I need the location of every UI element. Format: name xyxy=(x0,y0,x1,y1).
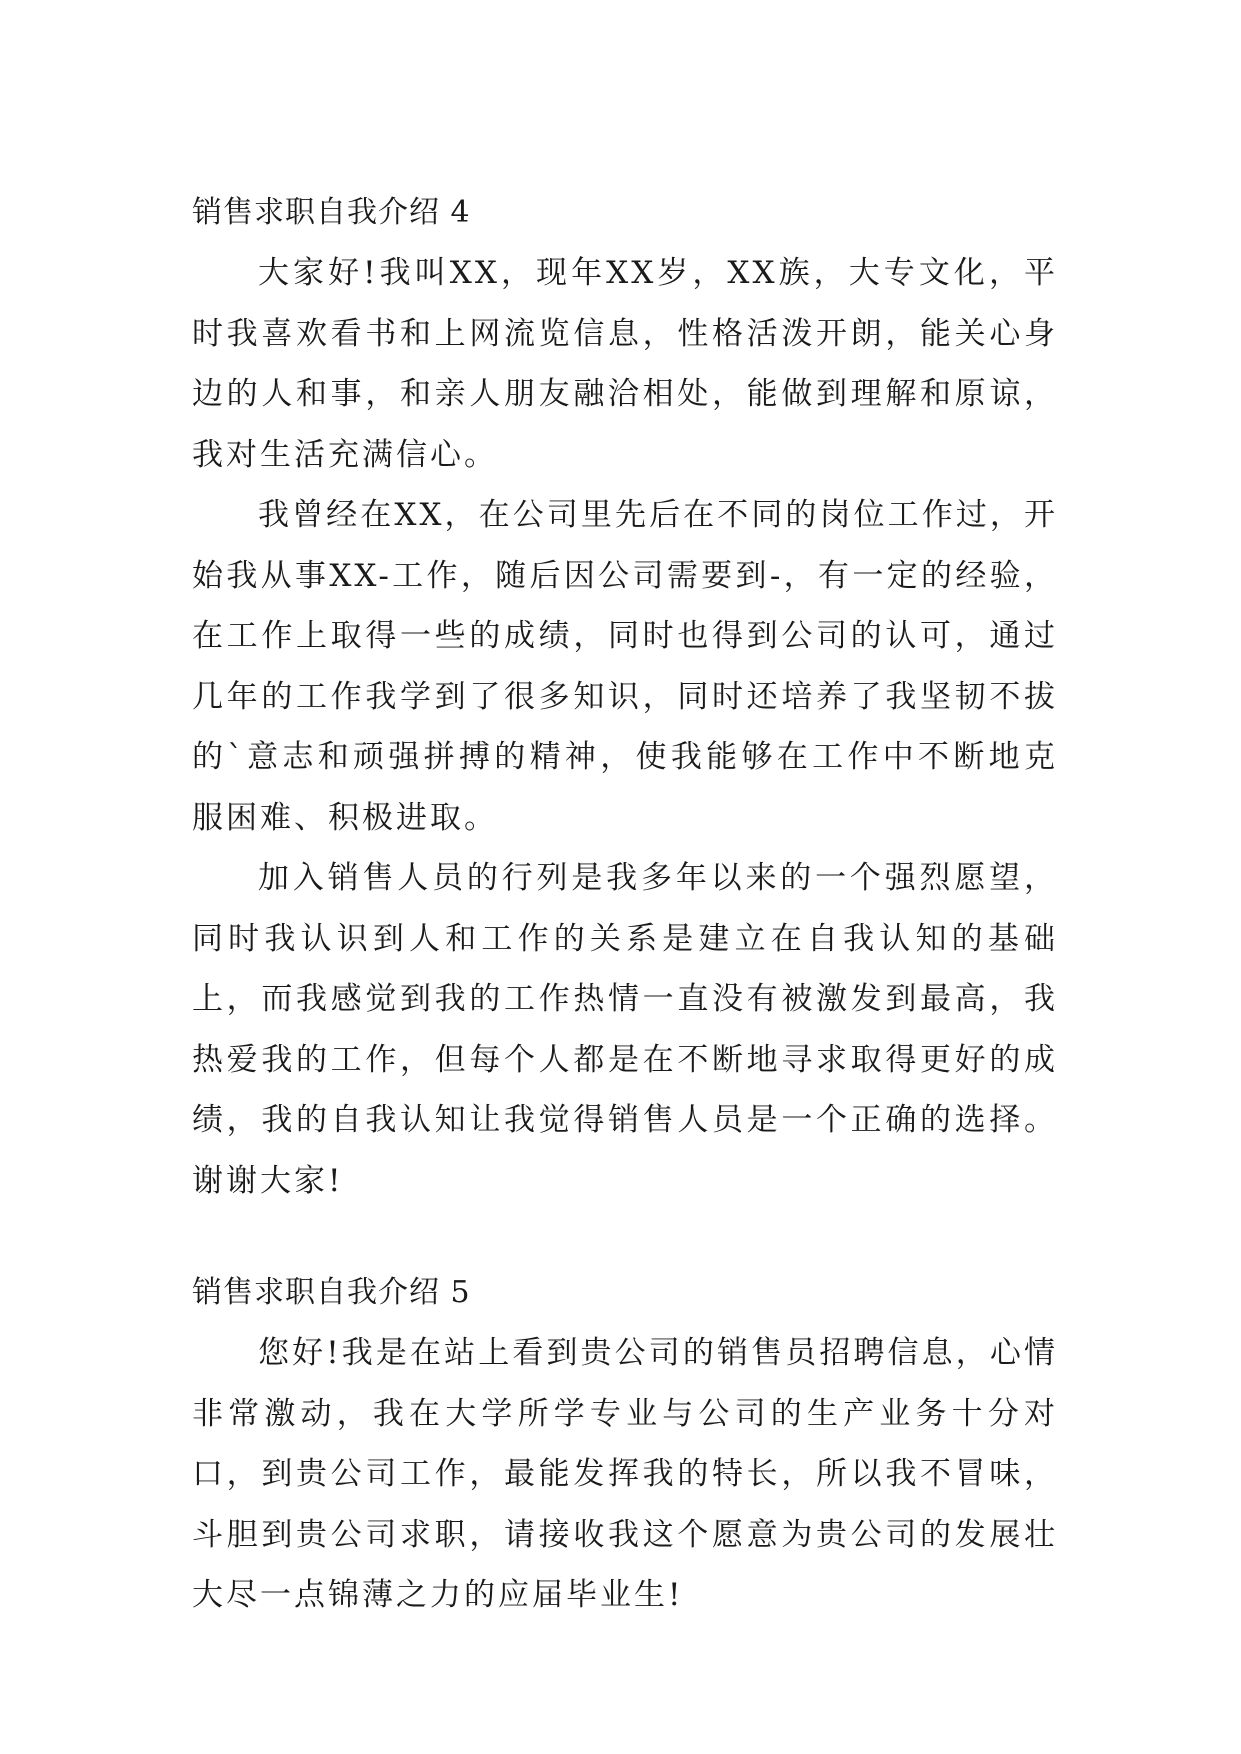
section-spacer xyxy=(192,1211,1058,1263)
document-body xyxy=(192,183,1058,1626)
section-title: 销售求职自我介绍 4 xyxy=(192,195,471,230)
section-title: 销售求职自我介绍 5 xyxy=(192,1275,471,1310)
section-intro-4 xyxy=(192,183,1058,1211)
paragraph: 加入销售人员的行列是我多年以来的一个强烈愿望，同时我认识到人和工作的关系是建立在自我认知的基础上，而我感觉到我的工作热情一直没有被激发到最高，我热爱我的工作，但每个人都是在不断地寻求取得更好的成绩，我的自我认知让我觉得销售人员是一个正确的选择。谢谢大家! xyxy=(192,860,1058,1199)
section-intro-5 xyxy=(192,1263,1058,1626)
paragraph: 您好!我是在站上看到贵公司的销售员招聘信息，心情非常激动，我在大学所学专业与公司的生产业务十分对口，到贵公司工作，最能发挥我的特长，所以我不冒味，斗胆到贵公司求职，请接收我这个愿意为贵公司的发展壮大尽一点锦薄之力的应届毕业生! xyxy=(192,1335,1058,1613)
paragraph: 大家好!我叫XX，现年XX岁，XX族，大专文化，平时我喜欢看书和上网流览信息，性格活泼开朗，能关心身边的人和事，和亲人朋友融洽相处，能做到理解和原谅，我对生活充满信心。 xyxy=(192,255,1058,473)
paragraph: 我曾经在XX，在公司里先后在不同的岗位工作过，开始我从事XX-工作，随后因公司需要到-，有一定的经验，在工作上取得一些的成绩，同时也得到公司的认可，通过几年的工作我学到了很多知识，同时还培养了我坚韧不拔的`意志和顽强拼搏的精神，使我能够在工作中不断地克服困难、积极进取。 xyxy=(192,497,1058,836)
